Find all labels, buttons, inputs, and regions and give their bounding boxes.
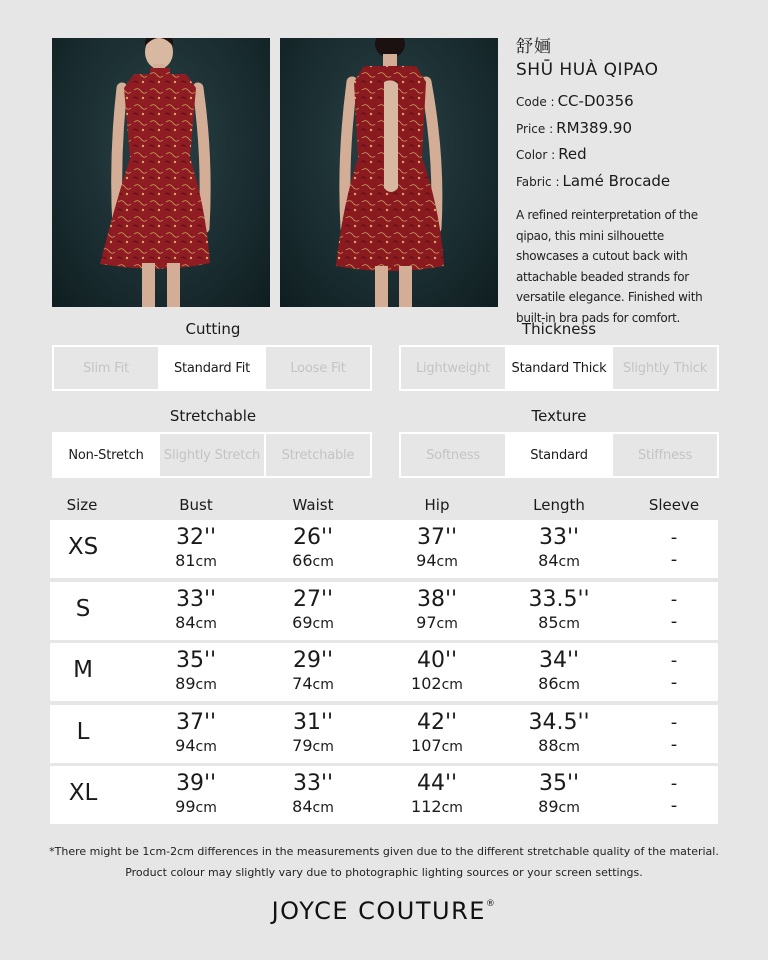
inch-unit: '' [566, 771, 580, 796]
sleeve-cell [671, 589, 678, 633]
size-row-xs [50, 520, 718, 578]
inch-unit: '' [320, 586, 334, 612]
bust-centimeters [175, 674, 217, 695]
waist-centimeters [292, 551, 334, 572]
spec-price [516, 119, 736, 146]
waist-centimeters [292, 674, 334, 695]
cutting-title: Cutting [185, 320, 241, 338]
sleeve-cell [671, 527, 678, 571]
length-inches [538, 525, 580, 551]
bust-centimeters-value: 84 [175, 612, 196, 632]
size-label: L [76, 718, 90, 745]
column-header-bust: Bust [179, 496, 213, 514]
cm-unit: cm [312, 615, 334, 632]
sleeve-centimeters-value: - [670, 795, 678, 816]
size-chart [50, 520, 718, 828]
bust-cell [175, 525, 217, 572]
hip-cell [416, 525, 458, 572]
product-name-chinese: 舒婳 [516, 37, 552, 57]
length-inches-value: 35 [538, 771, 567, 796]
sleeve-centimeters-value: - [670, 733, 678, 755]
size-label: S [75, 595, 91, 622]
hip-inches [411, 710, 463, 736]
cm-unit: cm [558, 800, 580, 816]
product-photo-back [280, 38, 498, 307]
thickness-option: Slightly Thick [611, 345, 719, 391]
bust-cell [175, 648, 217, 695]
inch-unit: '' [320, 525, 334, 550]
cutting-option: Loose Fit [264, 345, 372, 391]
waist-centimeters-value: 66 [292, 551, 313, 570]
hip-cell [411, 710, 463, 757]
stretchable-option: Slightly Stretch [158, 432, 266, 478]
sleeve-centimeters-value: - [670, 672, 678, 693]
spec-label: Color : [516, 148, 556, 162]
hip-cell [416, 587, 458, 634]
bust-centimeters [175, 736, 217, 757]
cm-unit: cm [195, 554, 217, 570]
bust-centimeters [175, 551, 217, 572]
measurement-note: *There might be 1cm-2cm differences in the measurements given due to the different stretchable quality of the material. [49, 845, 719, 858]
sleeve-inches-value: - [670, 650, 678, 671]
waist-cell [292, 587, 334, 634]
cutting-options [52, 345, 372, 391]
bust-inches [175, 587, 217, 613]
bust-centimeters [175, 613, 217, 634]
inch-unit: '' [577, 709, 590, 735]
waist-centimeters [292, 613, 334, 634]
length-centimeters [538, 797, 580, 818]
length-cell [528, 710, 589, 757]
size-row-xl [50, 766, 718, 824]
cm-unit: cm [195, 615, 217, 632]
inch-unit: '' [444, 525, 458, 550]
product-info [516, 36, 736, 328]
cm-unit: cm [312, 738, 334, 755]
waist-inches [292, 525, 334, 551]
length-inches [538, 648, 580, 674]
cm-unit: cm [436, 554, 458, 570]
stretchable-options [52, 432, 372, 478]
texture-option: Softness [399, 432, 507, 478]
sleeve-inches-value: - [670, 711, 678, 733]
bust-inches [175, 771, 217, 797]
size-label: M [73, 657, 93, 683]
inch-unit: '' [444, 648, 458, 673]
waist-inches [292, 648, 334, 674]
brand-name: JOYCE COUTURE [271, 897, 486, 925]
size-label: XS [67, 534, 99, 560]
bust-centimeters-value: 94 [175, 735, 196, 755]
length-inches-value: 34 [538, 648, 567, 673]
inch-unit: '' [566, 648, 580, 673]
column-header-sleeve: Sleeve [648, 496, 700, 514]
hip-centimeters-value: 107 [411, 735, 442, 755]
waist-centimeters-value: 84 [292, 797, 313, 816]
length-inches [538, 771, 580, 797]
spec-label: Fabric : [516, 174, 560, 189]
inch-unit: '' [203, 771, 217, 796]
thickness-title: Thickness [521, 320, 597, 338]
hip-centimeters [411, 797, 463, 818]
sleeve-cell [671, 712, 678, 756]
cm-unit: cm [312, 554, 334, 570]
waist-cell [292, 525, 334, 572]
hip-centimeters-value: 102 [411, 674, 442, 693]
registered-mark: ® [485, 899, 497, 909]
texture-option: Stiffness [611, 432, 719, 478]
length-centimeters [528, 736, 589, 757]
cm-unit: cm [312, 800, 334, 816]
brand-logo [0, 897, 768, 925]
column-header-waist: Waist [292, 496, 334, 514]
hip-centimeters [411, 736, 463, 757]
size-row-m [50, 643, 718, 701]
hip-inches [411, 771, 463, 797]
cutting-option: Slim Fit [52, 345, 160, 391]
bust-centimeters-value: 81 [175, 551, 196, 570]
hip-cell [411, 771, 463, 818]
spec-label: Code : [516, 95, 555, 109]
length-cell [528, 587, 589, 634]
length-centimeters-value: 85 [538, 612, 559, 632]
bust-centimeters-value: 99 [175, 797, 196, 816]
sleeve-cell [671, 650, 678, 694]
spec-value: CC-D0356 [557, 92, 634, 110]
cm-unit: cm [195, 800, 217, 816]
waist-cell [292, 648, 334, 695]
length-inches [528, 710, 589, 736]
hip-centimeters [411, 674, 463, 695]
bust-inches [175, 710, 217, 736]
bust-inches-value: 39 [175, 771, 204, 796]
cm-unit: cm [441, 800, 463, 816]
column-header-length: Length [533, 496, 585, 514]
length-inches-value: 33.5 [528, 586, 578, 612]
inch-unit: '' [203, 525, 217, 550]
spec-fabric [516, 172, 736, 199]
sleeve-inches-value: - [670, 588, 678, 610]
hip-centimeters [416, 613, 458, 634]
thickness-option: Standard Thick [505, 345, 613, 391]
inch-unit: '' [203, 586, 217, 612]
texture-options [399, 432, 719, 478]
cm-unit: cm [558, 677, 580, 693]
inch-unit: '' [203, 648, 217, 673]
cm-unit: cm [436, 615, 458, 632]
hip-centimeters-value: 94 [416, 551, 437, 570]
sleeve-centimeters-value: - [670, 610, 678, 632]
length-centimeters-value: 84 [538, 551, 559, 570]
length-centimeters [538, 674, 580, 695]
product-photo-front [52, 38, 270, 307]
waist-centimeters [292, 797, 334, 818]
cm-unit: cm [195, 738, 217, 755]
waist-inches [292, 587, 334, 613]
length-centimeters-value: 88 [538, 735, 559, 755]
cm-unit: cm [558, 738, 580, 755]
hip-centimeters [416, 551, 458, 572]
waist-inches-value: 26 [292, 525, 321, 550]
bust-inches-value: 32 [175, 525, 204, 550]
length-cell [538, 648, 580, 695]
length-inches [528, 587, 589, 613]
inch-unit: '' [444, 709, 458, 735]
length-centimeters-value: 86 [538, 674, 559, 693]
length-centimeters [528, 613, 589, 634]
cutting-option: Standard Fit [158, 345, 266, 391]
bust-inches-value: 37 [175, 709, 204, 735]
texture-title: Texture [531, 407, 587, 425]
thickness-option: Lightweight [399, 345, 507, 391]
cm-unit: cm [441, 738, 463, 755]
length-cell [538, 771, 580, 818]
inch-unit: '' [444, 586, 458, 612]
inch-unit: '' [320, 709, 334, 735]
column-header-hip: Hip [424, 496, 450, 514]
bust-cell [175, 710, 217, 757]
waist-cell [292, 710, 334, 757]
column-header-size: Size [66, 496, 98, 514]
stretchable-title: Stretchable [169, 407, 257, 425]
waist-centimeters-value: 69 [292, 612, 313, 632]
spec-label: Price : [516, 121, 554, 136]
hip-centimeters-value: 112 [411, 797, 442, 816]
waist-cell [292, 771, 334, 818]
thickness-options [399, 345, 719, 391]
size-row-l [50, 705, 718, 763]
inch-unit: '' [577, 586, 590, 612]
hip-inches-value: 38 [416, 586, 445, 612]
inch-unit: '' [320, 771, 334, 796]
waist-inches [292, 771, 334, 797]
spec-color [516, 145, 736, 172]
sleeve-inches-value: - [670, 773, 678, 794]
hip-centimeters-value: 97 [416, 612, 437, 632]
bust-centimeters [175, 797, 217, 818]
stretchable-option: Stretchable [264, 432, 372, 478]
size-chart-header [50, 496, 718, 518]
hip-inches-value: 42 [416, 709, 445, 735]
spec-value: Red [558, 145, 587, 163]
colour-note: Product colour may slightly vary due to photographic lighting sources or your screen settings. [125, 866, 643, 879]
hip-inches-value: 44 [416, 771, 445, 796]
bust-inches [175, 525, 217, 551]
sleeve-cell [671, 773, 678, 817]
bust-cell [175, 771, 217, 818]
spec-value: Lamé Brocade [562, 171, 671, 190]
length-centimeters [538, 551, 580, 572]
hip-cell [411, 648, 463, 695]
waist-inches-value: 33 [292, 771, 321, 796]
length-cell [538, 525, 580, 572]
spec-code [516, 92, 736, 119]
cm-unit: cm [558, 615, 580, 632]
inch-unit: '' [320, 648, 334, 673]
waist-centimeters-value: 74 [292, 674, 313, 693]
size-label: XL [68, 780, 98, 806]
bust-inches-value: 35 [175, 648, 204, 673]
cm-unit: cm [441, 677, 463, 693]
cm-unit: cm [312, 677, 334, 693]
hip-inches [416, 587, 458, 613]
length-inches-value: 33 [538, 525, 567, 550]
stretchable-option: Non-Stretch [52, 432, 160, 478]
inch-unit: '' [203, 709, 217, 735]
waist-centimeters [292, 736, 334, 757]
waist-inches-value: 31 [292, 709, 321, 735]
product-name: SHŪ HUÀ QIPAO [516, 60, 659, 80]
hip-inches-value: 37 [416, 525, 445, 550]
product-description: A refined reinterpretation of the qipao, this mini silhouette showcases a cutout back with attachable beaded strands for versatile elegance. Finished with built-in bra pads for comfort. [516, 208, 703, 325]
length-centimeters-value: 89 [538, 797, 559, 816]
bust-inches [175, 648, 217, 674]
waist-centimeters-value: 79 [292, 735, 313, 755]
texture-option: Standard [505, 432, 613, 478]
waist-inches-value: 27 [292, 586, 321, 612]
sleeve-centimeters-value: - [670, 549, 678, 570]
length-inches-value: 34.5 [528, 709, 578, 735]
cm-unit: cm [558, 554, 580, 570]
waist-inches-value: 29 [292, 648, 321, 673]
bust-centimeters-value: 89 [175, 674, 196, 693]
inch-unit: '' [566, 525, 580, 550]
bust-cell [175, 587, 217, 634]
hip-inches [416, 525, 458, 551]
inch-unit: '' [444, 771, 458, 796]
hip-inches-value: 40 [416, 648, 445, 673]
cm-unit: cm [195, 677, 217, 693]
waist-inches [292, 710, 334, 736]
hip-inches [411, 648, 463, 674]
spec-value: RM389.90 [556, 118, 632, 137]
size-row-s [50, 582, 718, 640]
sleeve-inches-value: - [670, 527, 678, 548]
bust-inches-value: 33 [175, 586, 204, 612]
